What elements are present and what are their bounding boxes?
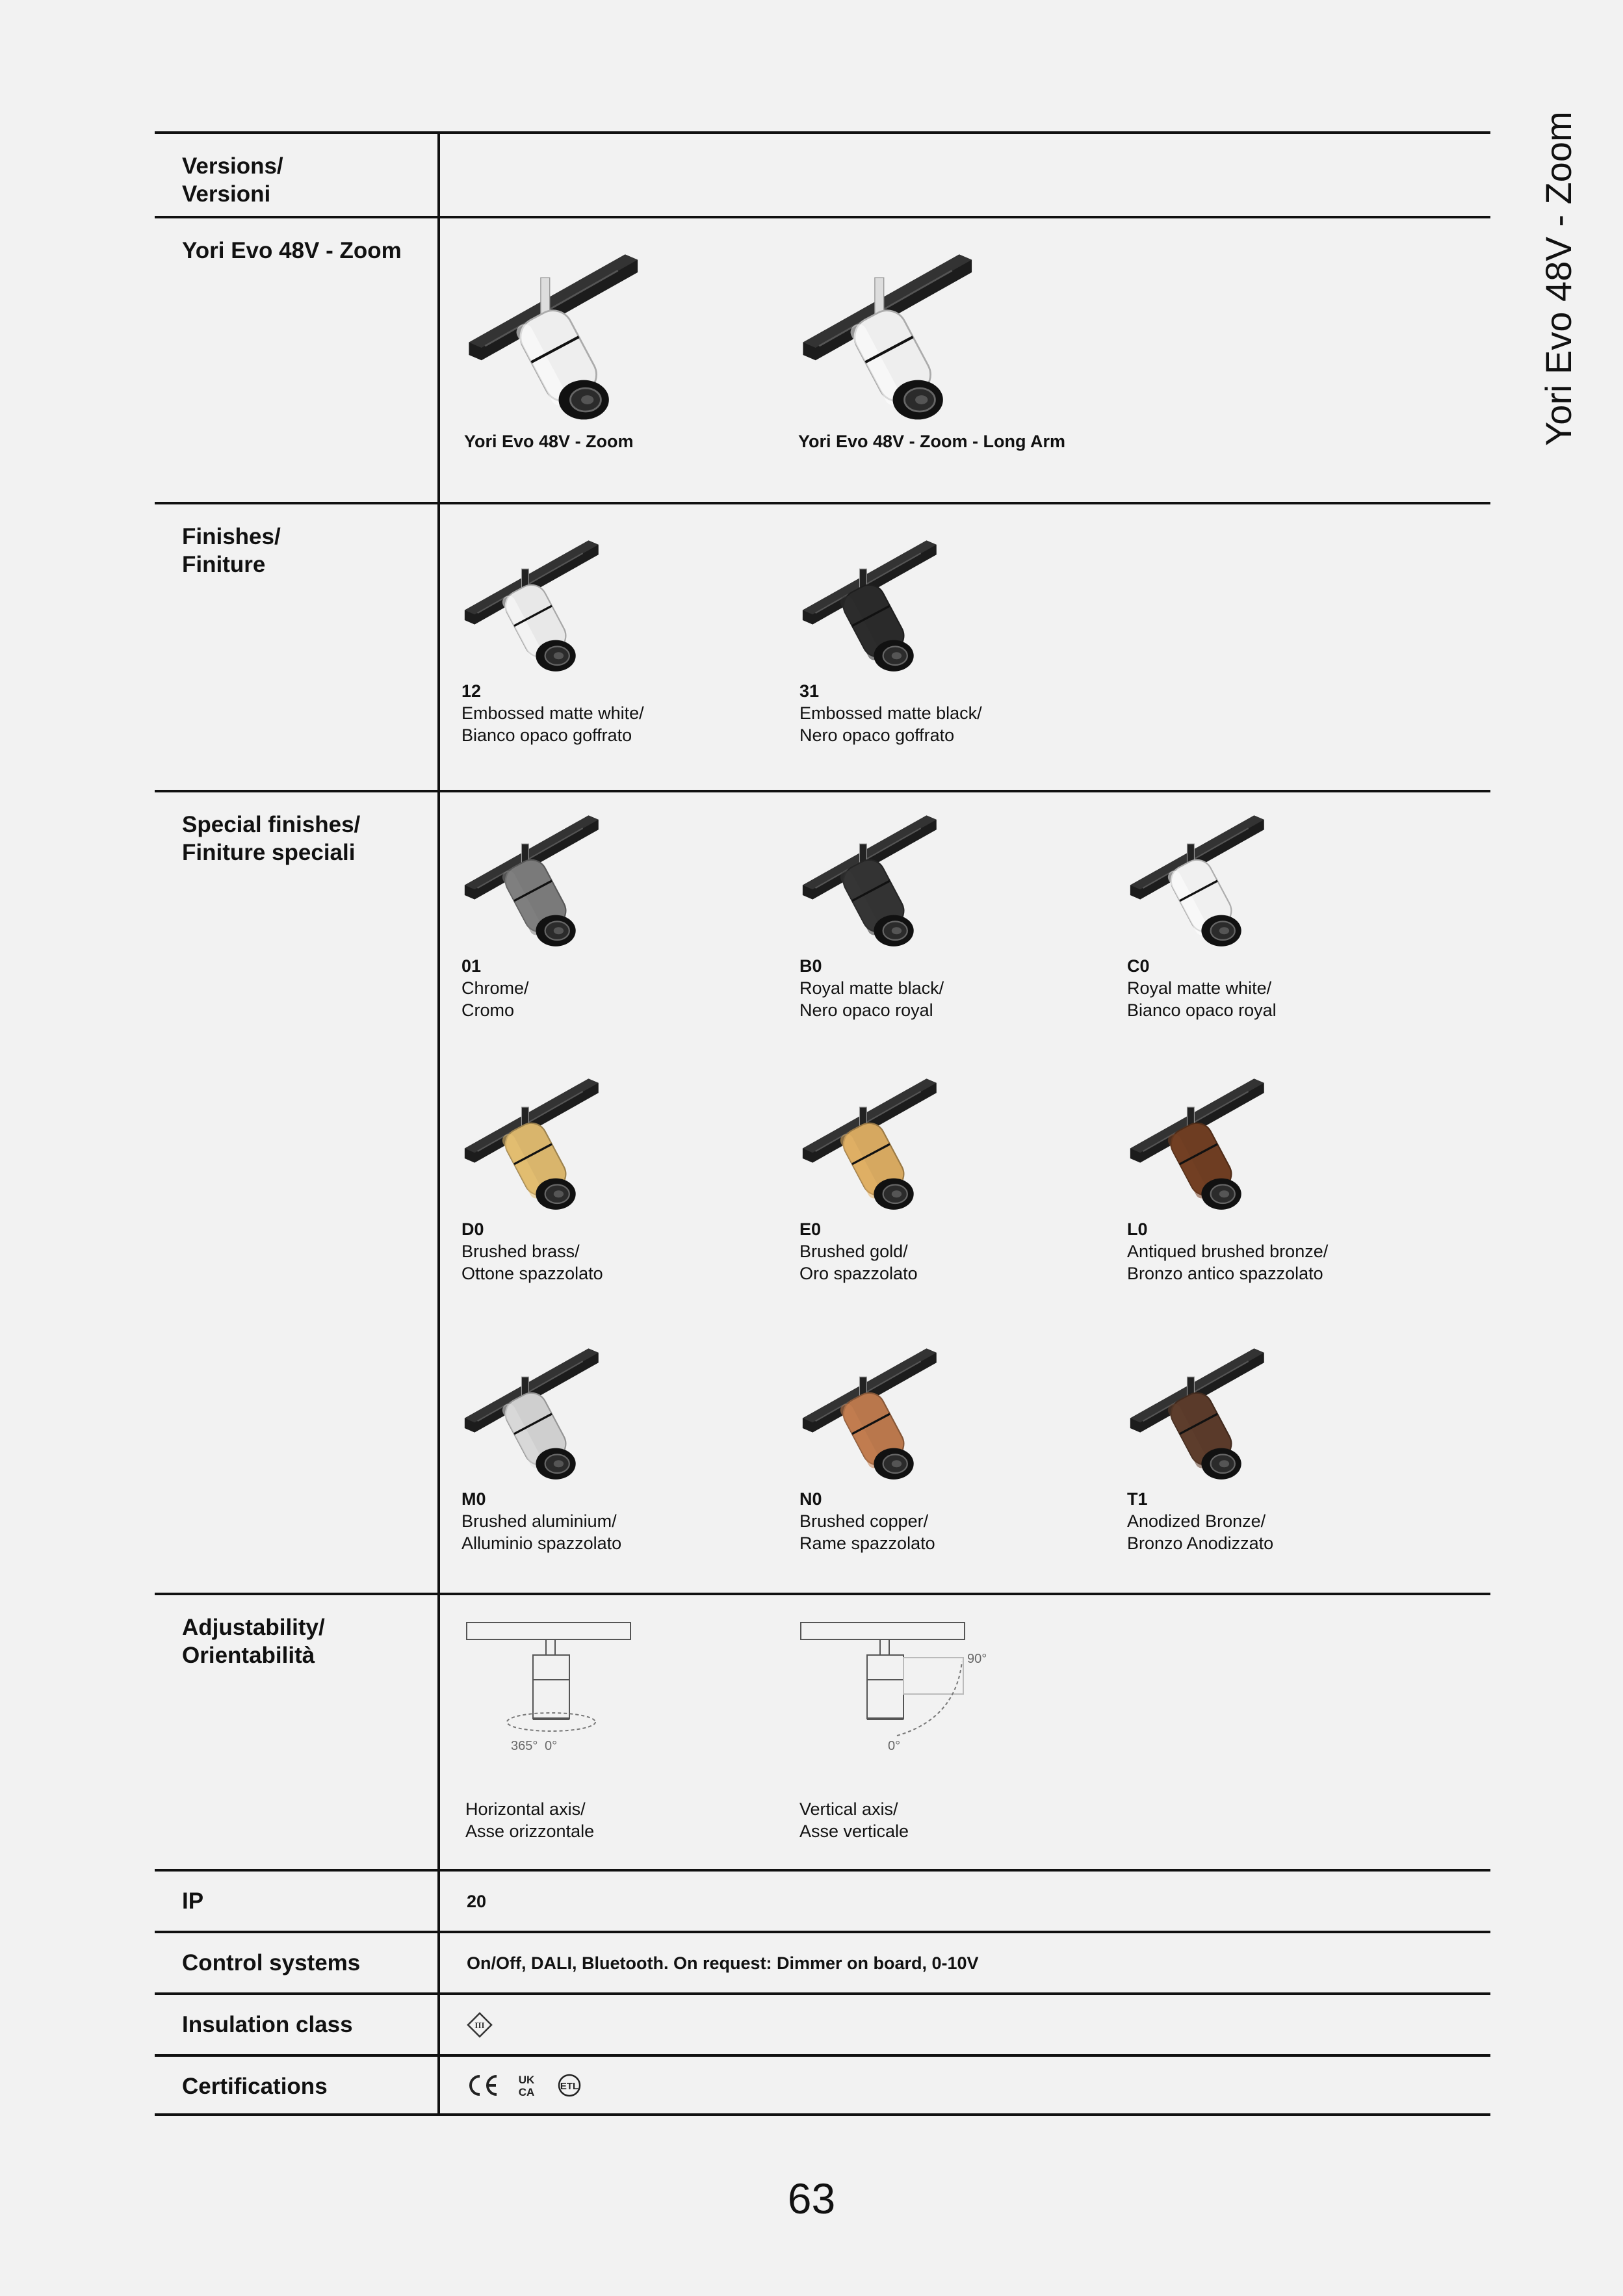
column-divider: [437, 504, 440, 790]
row-label-adjustability: [182, 1613, 429, 1669]
insulation-class-value: [467, 2012, 493, 2038]
special-finish-item: [461, 1069, 604, 1285]
row-label-product: Yori Evo 48V - Zoom: [182, 238, 402, 263]
row-label-ip: IP: [182, 1888, 204, 1914]
finish-code: M0: [461, 1489, 486, 1509]
adjustability-item: [465, 1621, 641, 1842]
angle-label: 365°: [511, 1739, 538, 1753]
row-insulation-class: [155, 1992, 1490, 2054]
product-name: Yori Evo 48V - Zoom - Long Arm: [798, 432, 1066, 451]
adjustability-caption: [799, 1798, 1001, 1842]
special-finish-item: [1127, 805, 1277, 1021]
finish-code: 31: [799, 681, 820, 701]
column-divider: [437, 218, 440, 502]
spec-table: [155, 131, 1490, 2116]
finish-swatch-image: [461, 530, 604, 680]
finish-caption: [799, 955, 944, 1021]
angle-label: 0°: [888, 1739, 901, 1753]
finish-name-it: Bronzo antico spazzolato: [1127, 1264, 1323, 1283]
finish-caption: [461, 1488, 621, 1554]
column-divider: [437, 1872, 440, 1931]
finish-swatch-image: [1127, 805, 1270, 955]
column-divider: [437, 1595, 440, 1869]
finish-caption: [799, 1488, 942, 1554]
adjustability-caption: [465, 1798, 641, 1842]
label-line: Finishes/: [182, 524, 281, 549]
class-iii-icon: [467, 2012, 493, 2038]
row-finishes: [155, 502, 1490, 790]
column-divider: [437, 2057, 440, 2113]
finish-name-en: Antiqued brushed bronze/: [1127, 1242, 1329, 1261]
finish-name-en: Brushed copper/: [799, 1511, 929, 1531]
finish-swatch-image: [1127, 1069, 1270, 1218]
finish-caption: [461, 955, 604, 1021]
control-systems-value: On/Off, DALI, Bluetooth. On request: Dimmer on board, 0-10V: [467, 1953, 979, 1973]
row-certifications: [155, 2054, 1490, 2116]
certifications-value: [467, 2072, 590, 2098]
finish-code: T1: [1127, 1489, 1148, 1509]
finish-code: L0: [1127, 1220, 1148, 1239]
ukca-top: UK: [518, 2073, 535, 2086]
finish-name-it: Oro spazzolato: [799, 1264, 918, 1283]
special-finish-item: [461, 1338, 621, 1554]
finish-caption: [799, 1218, 942, 1285]
finish-swatch-image: [461, 805, 604, 955]
finish-name-it: Cromo: [461, 1000, 515, 1020]
row-adjustability: [155, 1593, 1490, 1869]
label-line: Finiture: [182, 552, 266, 577]
product-item: [464, 242, 646, 452]
label-line: Orientabilità: [182, 1643, 315, 1668]
finish-name-it: Bianco opaco goffrato: [461, 725, 632, 745]
finish-name-it: Bronzo Anodizzato: [1127, 1533, 1274, 1553]
axis-name-en: Vertical axis/: [799, 1799, 898, 1819]
row-label-insulation-class: Insulation class: [182, 2012, 353, 2037]
axis-name-en: Horizontal axis/: [465, 1799, 586, 1819]
class-iii-text: III: [474, 2020, 485, 2030]
row-control-systems: [155, 1931, 1490, 1992]
column-divider: [437, 792, 440, 1593]
page-number: 63: [787, 2174, 836, 2223]
special-finish-item: [799, 1338, 942, 1554]
label-line: Adjustability/: [182, 1615, 325, 1640]
finish-swatch-image: [799, 1069, 942, 1218]
finish-caption: [1127, 955, 1277, 1021]
finish-caption: [461, 680, 644, 746]
finish-caption: [1127, 1488, 1273, 1554]
row-label-control-systems: Control systems: [182, 1950, 361, 1976]
horizontal-rotation-diagram: [465, 1621, 641, 1771]
finish-swatch-image: [799, 805, 942, 955]
special-finish-item: [461, 805, 604, 1021]
finish-swatch-image: [461, 1069, 604, 1218]
finish-name-en: Brushed brass/: [461, 1242, 580, 1261]
ip-value: 20: [467, 1891, 487, 1911]
finish-code: N0: [799, 1489, 822, 1509]
finish-name-en: Chrome/: [461, 978, 529, 998]
column-divider: [437, 1995, 440, 2054]
finish-name-en: Embossed matte white/: [461, 703, 644, 723]
label-line: Special finishes/: [182, 812, 361, 837]
axis-name-it: Asse orizzontale: [465, 1821, 595, 1841]
finish-name-it: Nero opaco royal: [799, 1000, 933, 1020]
product-item: [798, 242, 1065, 452]
angle-label: 0°: [545, 1739, 558, 1753]
finish-item: [461, 530, 644, 746]
finish-name-it: Bianco opaco royal: [1127, 1000, 1277, 1020]
finish-name-en: Anodized Bronze/: [1127, 1511, 1266, 1531]
row-versions: [155, 131, 1490, 216]
finish-swatch-image: [799, 1338, 942, 1488]
ce-mark-icon: [467, 2074, 499, 2097]
label-line: Versions/: [182, 153, 283, 179]
finish-code: 01: [461, 956, 482, 976]
ukca-mark-icon: [513, 2072, 539, 2098]
label-line: Finiture speciali: [182, 840, 356, 865]
product-name: Yori Evo 48V - Zoom: [464, 432, 634, 451]
track-spotlight-image: [464, 242, 646, 430]
etl-text: ETL: [560, 2080, 579, 2092]
label-line: Versioni: [182, 181, 271, 207]
vertical-rotation-diagram: [799, 1621, 1001, 1771]
finish-caption: [799, 680, 982, 746]
row-product: [155, 216, 1490, 502]
special-finish-item: [1127, 1069, 1328, 1285]
finish-name-en: Brushed aluminium/: [461, 1511, 617, 1531]
row-label-finishes: [182, 523, 429, 579]
finish-name-en: Royal matte black/: [799, 978, 944, 998]
special-finish-item: [799, 805, 944, 1021]
column-divider: [437, 1933, 440, 1992]
row-label-versions: [182, 152, 429, 208]
finish-item: [799, 530, 982, 746]
etl-listed-mark-icon: [554, 2072, 590, 2098]
finish-caption: [461, 1218, 604, 1285]
finish-name-it: Ottone spazzolato: [461, 1264, 603, 1283]
track-spotlight-image: [798, 242, 980, 430]
finish-name-it: Alluminio spazzolato: [461, 1533, 622, 1553]
finish-name-en: Embossed matte black/: [799, 703, 982, 723]
finish-code: C0: [1127, 956, 1150, 976]
side-title: Yori Evo 48V - Zoom: [1538, 111, 1579, 446]
row-ip: [155, 1869, 1490, 1931]
finish-code: E0: [799, 1220, 822, 1239]
finish-code: 12: [461, 681, 482, 701]
finish-swatch-image: [799, 530, 942, 680]
special-finish-item: [799, 1069, 942, 1285]
ukca-bottom: CA: [518, 2085, 535, 2098]
row-special-finishes: [155, 790, 1490, 1593]
finish-swatch-image: [461, 1338, 604, 1488]
finish-name-en: Royal matte white/: [1127, 978, 1272, 998]
special-finish-item: [1127, 1338, 1273, 1554]
finish-name-en: Brushed gold/: [799, 1242, 908, 1261]
finish-name-it: Nero opaco goffrato: [799, 725, 955, 745]
row-label-certifications: Certifications: [182, 2074, 328, 2099]
finish-swatch-image: [1127, 1338, 1270, 1488]
finish-name-it: Rame spazzolato: [799, 1533, 935, 1553]
column-divider: [437, 134, 440, 216]
angle-label: 90°: [967, 1652, 987, 1666]
finish-code: D0: [461, 1220, 484, 1239]
adjustability-item: [799, 1621, 1001, 1842]
finish-caption: [1127, 1218, 1328, 1285]
axis-name-it: Asse verticale: [799, 1821, 909, 1841]
row-label-special-finishes: [182, 811, 429, 867]
finish-code: B0: [799, 956, 822, 976]
